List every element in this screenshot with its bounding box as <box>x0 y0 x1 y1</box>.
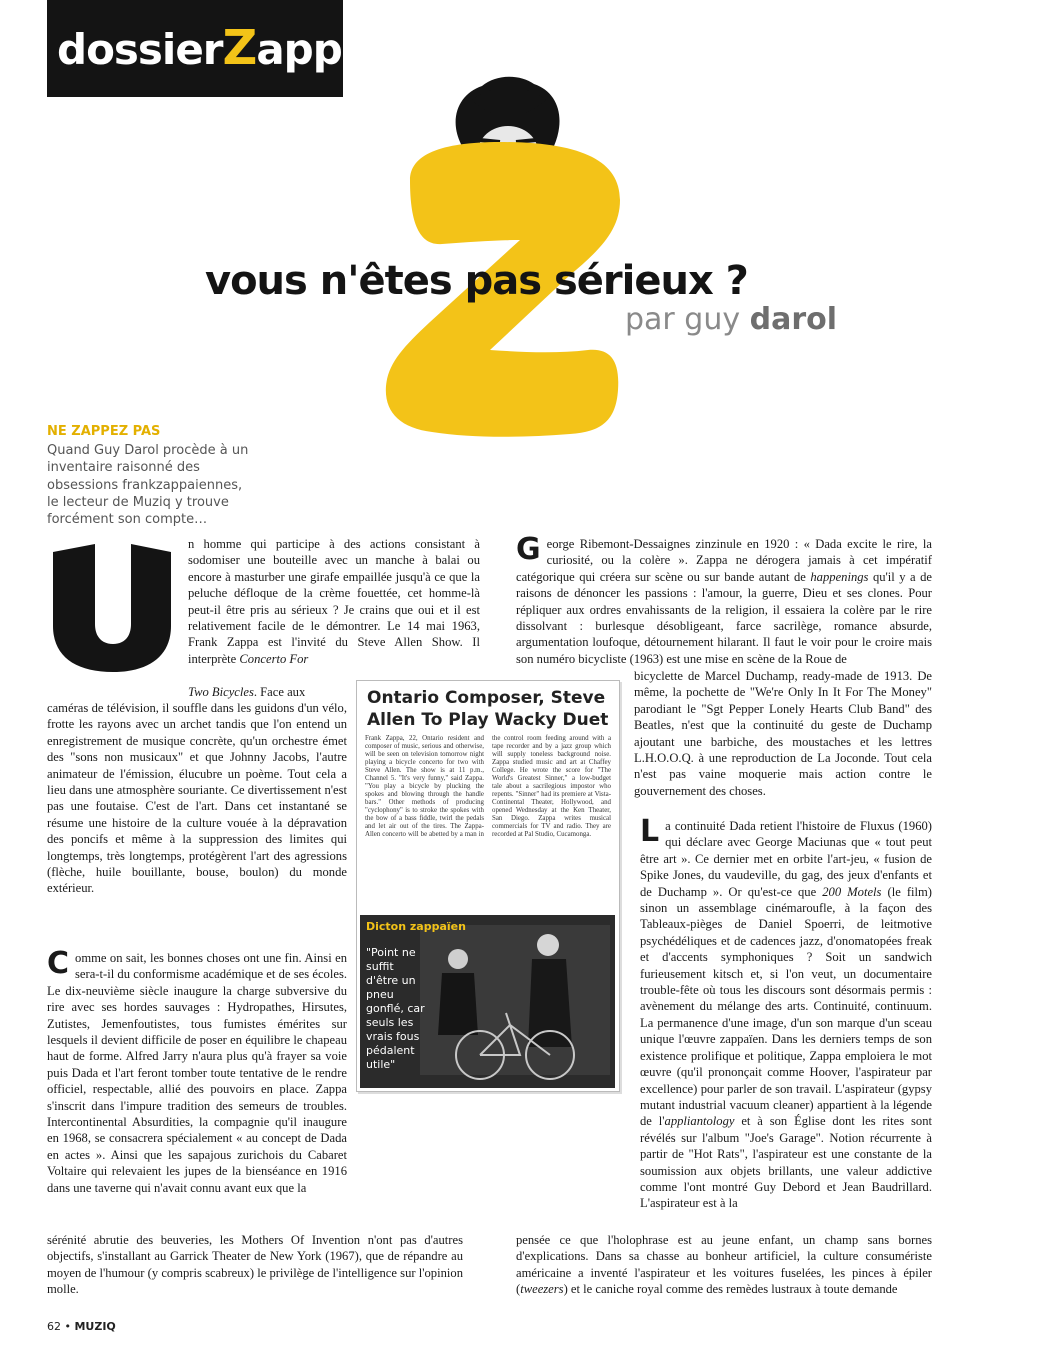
byline-pre: par guy <box>625 302 750 337</box>
article-title: vous n'êtes pas sérieux ? <box>205 258 748 304</box>
magazine-name: MUZIQ <box>74 1320 116 1333</box>
p4-em-appliantology: appliantology <box>664 1114 735 1129</box>
p3-text-a: eorge Ribemont-Dessaignes zinzinule en 1920 : « Dada excite le rire, la curiosité, ou la colère ». Zappa ne dérogera jamais à cet impératif catégorique qui créera sur scène ou sur bande autant de <box>516 537 932 584</box>
p4-em-200-motels: 200 Motels <box>822 884 882 899</box>
author-name: darol <box>749 302 838 337</box>
dropcap-l: L <box>640 814 660 849</box>
kicker-text: Quand Guy Darol procède à un inventaire raisonné des obsessions frankzappaiennes, le lecteur de Muziq y trouve forcément son compte… <box>47 443 249 528</box>
paragraph-2-rest: sérénité abrutie des beuveries, les Mothers Of Invention n'ont pas d'autres objectifs, s'installant au Garrick Theater de New York (1967), que de répandre au moyen de l'humour (y compris scabreux) le privilège de l'intelligence sur l'opinion molle. <box>47 1233 463 1297</box>
p4-em-tweezers: tweezers <box>520 1282 564 1297</box>
p3-text-b: qu'il y a de raisons de dénoncer les passions : l'amour, la guerre, Dieu et ses clones. Pour répliquer aux ordres envahissants de la religion, il essaiera la colère par le rire dissolvant : burlesque désobligeant, farce sacrilège, romance absurde, argumentation loufoque, détournement hilarant. Il faut le voir pour le croire mais son numéro bicycliste (1963) est une mise en scène de la Roue de <box>516 569 932 666</box>
paragraph-4-rest <box>516 1232 932 1298</box>
paragraph-3-rest: bicyclette de Marcel Duchamp, ready-made de 1913. De même, la pochette de "We're Only In It For The Money" parodiant le "Sgt Pepper Lonely Hearts Club Band" des Beatles, n'est que la continuité du geste de Duchamp ajoutant une barbiche, des moustaches et les lettres L.H.O.O.Q. à une reproduction de La Joconde. Tout cela n'est pas vaine moquerie mais action contre le gouvernement des choses. <box>634 669 932 798</box>
page-number: 62 <box>47 1320 61 1333</box>
byline <box>625 302 837 337</box>
dicton-quote: "Point ne suffit d'être un pneu gonflé, car seuls les vrais fous pédalent utile" <box>366 946 425 1071</box>
dicton-label: Dicton zappaïen <box>366 920 466 933</box>
clipping-headline: Ontario Composer, Steve Allen To Play Wacky Duet <box>367 688 609 730</box>
p1-top-text: n homme qui participe à des actions consistant à sodomiser une bouteille avec un manche à balai ou encore à masturber une girafe empaillée jusqu'à ce que la peluche défloque de la crème fouettée, cet homme-là peut-il être pris au sérieux ? Je crains que oui et il est relativement facile de le démontrer. Le 14 mai 1963, Frank Zappa est l'invité du Steve Allen Show. Il interprète <box>188 537 480 666</box>
paragraph-3 <box>516 532 932 667</box>
footer-separator: • <box>61 1320 75 1333</box>
dropcap-c: C <box>47 946 70 981</box>
p4-text-d: pensée ce que l'holophrase est au jeune enfant, un champ sans bornes d'explications. Dans sa chasse au bonheur artificiel, la culture consumériste américaine a inventé l'aspirateur et les voitures fuselées, les pinces à épiler ( <box>516 1233 932 1297</box>
clipping-body: Frank Zappa, 22, Ontario resident and composer of music, serious and otherwise, will be seen on television tomorrow night playing a bicycle concerto for two with Steve Allen. The show is at 11 p.m., Channel 5. "It's very funny," said Zappa. "You play a bicycle by plucking the spokes and blowing through the handle bars." Other methods of producing "cyclophony" is to stroke the spokes with the bow of a bass fiddle, twirl the pedals and let air out of the tires. The Zappa-Allen concerto will be abetted by a man in the control room feeding around with a tape recorder and by a jazz group which will supply toneless background noise. Zappa studied music and art at Chaffey College. He wrote the score for "The World's Greatest Sinner," a low-budget tale about a sacrilegious impostor who repents. "Sinner" had its premiere at Vista-Continental Theater, Hollywood, and opened Wednesday at the Ken Theater, San Diego. Zappa writes musical commercials for TV and radio. They are recorded at Pal Studio, Cucamonga. <box>365 735 611 838</box>
paragraph-1-top <box>188 536 480 667</box>
p3-em-happenings: happenings <box>810 569 869 584</box>
rubric-post: appa <box>256 25 370 74</box>
p4-text-a: a continuité Dada retient l'histoire de Fluxus (1960) qui déclare avec George Maciunas que « tout peut être art ». Ce dernier met en orbite l'art-jeu, « fusion de Spike Jones, du vaudeville, du gag, des jeux d'enfants et de Duchamp ». Or qu'est-ce que <box>640 819 932 899</box>
rubric-z: Z <box>222 20 257 76</box>
page-footer <box>47 1320 116 1333</box>
paragraph-2 <box>47 946 347 1196</box>
p4-text-e: ) et le caniche royal comme des remèdes lustraux à toute demande <box>563 1282 898 1297</box>
dropcap-u <box>45 540 175 675</box>
p1-work-title-b: Two Bicycles <box>188 685 254 699</box>
p4-text-c: et à son Église dont les rites sont révélés sur l'album "Joe's Garage". Notion récurrente à partir de "Hot Rats", l'aspirateur est une constante de la soumission aux objets brillants, une valeur addictive comme l'ont montré Guy Debord et Jean Baudrillard. L'aspirateur est à la <box>640 1114 932 1211</box>
rubric-banner <box>47 0 370 97</box>
paragraph-4 <box>640 814 933 1212</box>
p1-work-title-a: Concerto For <box>239 651 309 666</box>
rubric-pre: dossier <box>57 25 223 74</box>
kicker-label: NE ZAPPEZ PAS <box>47 424 161 439</box>
paragraph-1-mid <box>188 684 348 700</box>
p1-tail: . Face aux <box>253 685 306 699</box>
paragraph-1-rest: caméras de télévision, il souffle dans les guidons d'un vélo, frotte les rayons avec un archet tandis que l'on entend un enregistrement de musique concrète, qu'un orchestre émet des "sons non musicaux" et que Johnny Jacobs, l'autre animateur de l'émission, élucubre un poème. Tout cela a lieu dans une atmosphère souriante. Ce divertissement n'est pas une foutaise. C'est de l'art. Dans cet instantané se résume une histoire de la culture vouée à la dépravation des poncifs et même à la suppression des limites qui longtemps, très longtemps, protégèrent l'art des agressions (flèche, huile bouillante, bouse, boulon) du monde extérieur. <box>47 701 347 896</box>
p4-text-b: (le film) sinon un assemblage cinémaroufle, à la façon des Tableaux-pièges de Daniel Spoerri, de leitmotive psychédéliques et de cadences jazz, d'onomatopées freak et d'accents symphoniques ? Soit un sandwich furieusement kitsch et, si l'on veut, un documentaire trouble-fête où tous les discours sont désormais permis : avènement du mélange des arts. Continuité, continuum. La permanence d'une image, d'un son marque d'un sceau unique l'œuvre zappaïen. Dans les derniers temps de son existence prolifique et politique, Zappa emploiera le mot œuvre (qu'il prononçait comme Hoover, l'aspirateur par excellence) pour parler de son travail. L'aspirateur (gypsy mutant industrial vacuum cleaner) appartient à la légende de l' <box>640 884 933 1129</box>
p2-text: omme on sait, les bonnes choses ont une fin. Ainsi en sera-t-il du conformisme académique et de ses écoles. Le dix-neuvième siècle inaugure la charge subversive du rire avec ses hordes sauvages : Hydropathes, Hirsutes, Zutistes, Jemenfoutistes, tous fumistes émérites sur lesquels il devient difficile de poser en équilibre le chapeau haut de forme. Alfred Jarry n'aura plus qu'à frayer sa voie puis Dada et l'art feront tomber toute tentative de le rendre officiel, respectable, allié des pouvoirs en place. Zappa s'inscrit dans l'impure tradition des semeurs de troubles. Intercontinental Absurdities, la compagnie qu'il inaugure en 1968, se consacrera spécialement « au concept de Dada en actes ». Ainsi que les sapajous zurichois du Cabaret Voltaire qui relevaient les jupes de la bienséance en 1916 dans une taverne qui n'avait connu avant eux que la <box>47 951 347 1195</box>
dropcap-g: G <box>516 532 541 567</box>
